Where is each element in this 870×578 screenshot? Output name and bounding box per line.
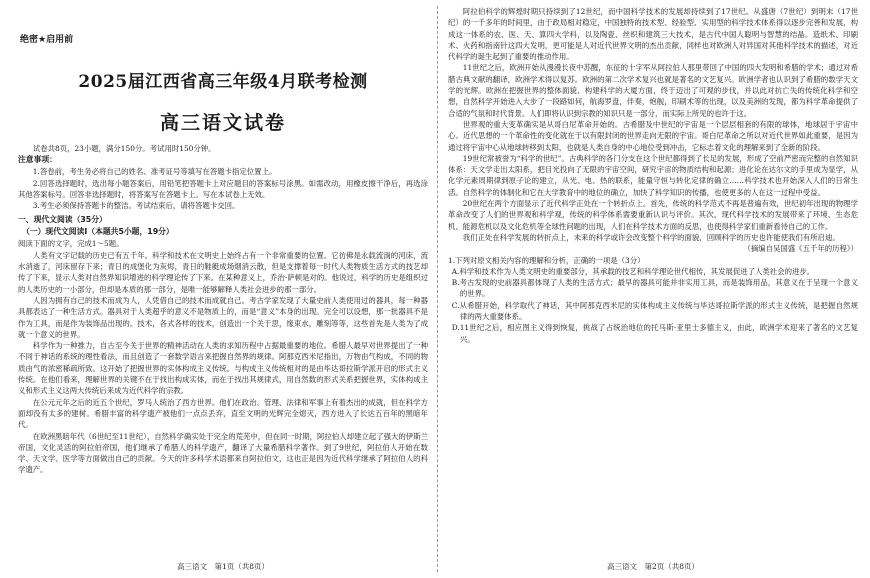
column-divider [437, 6, 438, 572]
passage-paragraph: 世界观的重大变革确实是从哥白尼革命开始的。古希腊及中世纪的宇宙是一个层层相套的有限的球体，地球居于宇宙中心。近代思想的一个革命性的变化就在于以有限封闭的世界走向无限的宇宙。哥白尼革命之所以对近代世界如此重要，是因为通过将宇宙中心从地球转移到太阳，也就是人类自身的中心地位受到冲击，它标志着文化的理解来到了全新的阶段。 [448, 119, 858, 152]
note-item: 2.回答选择题时，选出每小题答案后，用铅笔把答题卡上对应题目的答案标号涂黑。如需改动，用橡皮擦干净后，再选涂其他答案标号。回答非选择题时，将答案写在答题卡上。写在本试卷上无效。 [18, 178, 428, 199]
question-stem: 1.下列对原文相关内容的理解和分析，正确的一项是（3分） [448, 255, 645, 265]
option-b: B.考古发现的史前器具都体现了人类的生活方式；最早的器具可能并非实用工具，而是装饰用品，其意义在于呈现一个意义的世界。 [451, 278, 858, 299]
exam-info: 试卷共8页，23小题，满分150分。考试用时150分钟。 [32, 144, 216, 153]
passage-paragraph: 在公元元年之后的近五个世纪，罗马人统治了西方世界。他们在政治、管理、法律和军事上有着杰出的成就，但在科学方面却没有太多的建树。希腊丰富的科学遗产被他们一点点丢弃，直至文明的光辉完全熄灭，西方进入了长达五百年的黑暗年代。 [18, 397, 428, 430]
option-c: C.从希腊开始，科学取代了神话，其中阿那克西米尼的实体构成主义传统与毕达哥拉斯学派的形式主义传统，是把握自然规律的两大重要体系。 [451, 300, 858, 322]
passage-paragraph: 19世纪常被誉为“科学的世纪”。古典科学的各门分支在这个世纪都得到了长足的发展，形成了空前严密而完整的自然知识体系：天文学走出太阳系，把目光投向了无限的宇宙空间，研究宇宙的物质结构和起源；进化论在达尔文的手里成为显学，从化学元素周期律到原子论的建立，从光、电、热的联系，能量守恒与转化定律的确立……科学技术也开始深入人们的日常生活。自然科学的体制化和它在大学教育中的地位的确立，加快了科学知识的传播，也使更多的人在这一过程中受益。 [448, 153, 858, 197]
page-footer-left: 高三语文 第1页（共8页） [176, 562, 270, 571]
passage-source: （摘编自吴国盛《五千年的历程》） [743, 244, 858, 254]
passage-paragraph: 在欧洲黑暗年代（6世纪至11世纪），自然科学确实处于完全的荒芜中，但在同一时期，阿拉伯人却建立起了强大的伊斯兰帝国，文化灵活的阿拉伯帝国，他们继承了希腊人的科学遗产，翻译了大量希腊科学著作。到了9世纪，阿拉伯人开始在数学、天文学、医学等方面做出自己的贡献。今天的许多科学术语都来自阿拉伯文，这也正是因为近代科学继承了阿拉伯人的科学遗产。 [18, 431, 428, 475]
section-heading: 一、现代文阅读（35分） [18, 215, 107, 225]
passage-paragraph: 人因为拥有自己的技术而成为人，人凭借自己的技术而成就自己。考古学家发现了大量史前人类使用过的器具，每一种器具都表达了一种生活方式。器具对于人类超乎的意义不是物质上的，而是“意义”本身的出现。完全可以设想，那一批器具不是作为工具，而是作为装饰品出现的。技术，各式各样的技术，创造出一个关于思，缘束水，雕刻等等，这些首先是人类为了成就一个意义的世界。 [18, 295, 428, 339]
subsection-heading: （一）现代文阅读Ⅰ（本题共5小题，19分） [22, 227, 174, 237]
right-column [448, 6, 858, 578]
passage-paragraph: 11世纪之后，欧洲开始从漫漫长夜中苏醒，东征的十字军从阿拉伯人那里带回了中国的四大发明和希腊的学术；通过对希腊古典文献的翻译，欧洲学术得以复苏。欧洲的第二次学术复兴也就是著名的文艺复兴。欧洲学者也认识到了希腊的数学天文学的光辉。欧洲在把握世界的整体面貌、构建科学的大厦方面，终于迈出了可观的步伐，并以此对抗亡失的传统化科学和空想，自然科学开始进入大步了一段路如何，航海罗盘，伴奏，炮舰，印刷术等的出现，以及美洲的发现，都为科学革命提供了合适的气氛和时代背景。人们即将认识到宗教的知识只是一部分，而实际上所见的也许于这。 [448, 63, 858, 118]
subject-title: 高三语文试卷 [159, 112, 286, 134]
option-a: A.科学和技术作为人类文明史的重要部分，其承载的技艺和科学理论世代相传，其发展促进了人类社会的进步。 [451, 266, 815, 276]
option-d: D.11世纪之后，相应图主义得到恢复，挑战了占统治地位的托马斯·亚里士多德主义，由此，欧洲学术迎来了著名的文艺复兴。 [451, 323, 858, 344]
passage-paragraph: 科学作为一种推力，自古至今关于世界的精神活动在人类的求知历程中占据最重要的地位。希腊人最早对世界提出了一种不同于神话的系统的理性看法，而且创造了一套数学语言来把握自然界的规律。阿那克西米尼指出，万物由气构成，不同的物质由气的浓密稀疏所致。这开始了把握世界的实体构成主义传统。与构成主义传统相对的是由毕达哥拉斯学派开启的形式主义传统。在他们看来，理解世界的关键不在于找出构成实体，而在于找出其规律式，用自然数的形式关系把握世界，实体构成主义和形式主义这两大传统后来成为近代科学的宗教。 [18, 341, 428, 396]
passage-paragraph: 20世纪在两个方面显示了近代科学正处在一个转折点上。首先，传统的科学范式不再是普遍有效，世纪初年出现的物理学革命改变了人们的世界观和科学观，传统的科学体系需要重新认识与评价。其次，现代科学技术的发展带来了环境、生态危机、能源危机以及文化危机等全球性问题的出现，人们在科学技术方面的反思，也使得科学家们重新看待自己的工作。 [448, 199, 858, 231]
left-column [18, 6, 428, 578]
passage-paragraph: 人类有文字记载的历史已有五千年。科学和技术在文明史上始终占有一个非常重要的位置。它彷佛是永载流淌的河床，流水消逝了，河床留存下来；青日的成堡化为灰烬，青日的鞋艇成场烟消云散，但是支撑着每一时代人类物质生活方式的技艺却传了下来，显示人类对自然界知识增进的科学理论传了下来。在某种意义上，乔治·萨顿是对的。他说过，科学的历史是组织过的人类历史的一小部分，但却是本质的那一部分，是唯一能够解释人类社会进步的那一部分。 [18, 250, 428, 294]
notes-heading: 注意事项： [18, 155, 57, 165]
passage-paragraph: 阿拉伯科学的辉煌时期只持续到了12世纪，而中国科学技术的发展却持续到了17世纪。从盛唐（7世纪）到明末（17世纪）的一千多年的时间里，由于政局相对稳定，中国独特的技术型、经验型、实用型的科学技术体系得以逐步完善和发展，构成这一体系的农、医、天、算四大学科，以及陶瓷、丝织和建筑三大技术，是古代中国人聪明与智慧的结晶。造纸术、印刷术、火药和指南针这四大发明，更可能是人对近代世界文明的杰出贡献，同样也对欧洲人对异国对其他科学技术的描述，对近代科学的诞生起到了重要的推动作用。 [448, 7, 858, 62]
note-item: 1.答卷前，考生务必将自己的姓名、准考证号等填写在答题卡指定位置上。 [32, 167, 277, 177]
reading-instruction: 阅读下面的文字，完成1～5题。 [18, 239, 124, 249]
page-footer-right: 高三语文 第2页（共8页） [606, 562, 700, 571]
note-item: 3.考生必须保持答题卡的整洁。考试结束后，请将答题卡交回。 [32, 201, 240, 211]
passage-paragraph: 我们正处在科学发展的转折点上，未来的科学或许会改变整个科学的面貌，回顾科学的历史也许能使我们有所启迪。 [462, 232, 840, 242]
exam-title: 2025届江西省高三年级4月联考检测 [78, 72, 368, 92]
secret-label: 绝密★启用前 [20, 35, 74, 45]
